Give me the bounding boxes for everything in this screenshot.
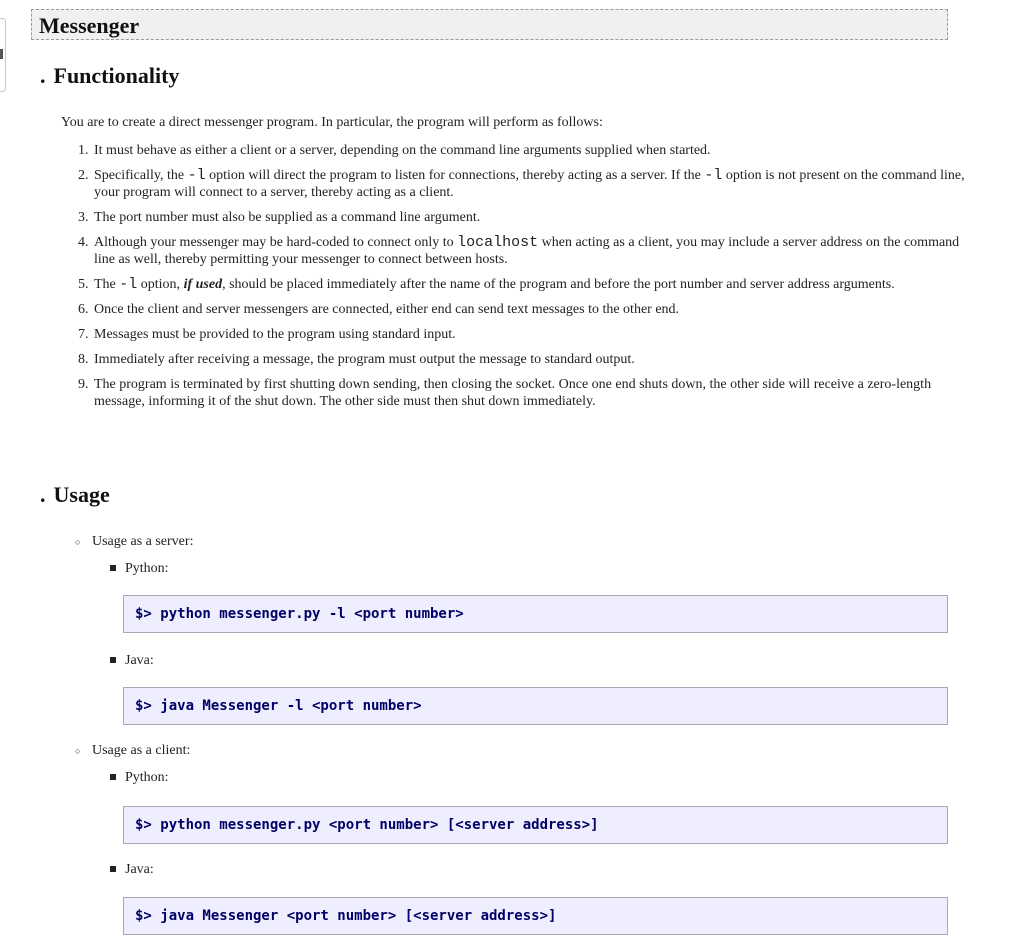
square-bullet-icon xyxy=(110,565,116,571)
side-scroll-handle[interactable] xyxy=(0,18,6,92)
bullet-dot-icon: . xyxy=(40,482,46,507)
inline-code: localhost xyxy=(457,234,539,251)
client-python-label: Python: xyxy=(125,770,169,785)
requirement-text: Immediately after receiving a message, the program must output the message to standard output. xyxy=(94,352,635,367)
page-title: Messenger xyxy=(39,13,140,38)
functionality-heading xyxy=(40,63,179,89)
requirement-text: , should be placed immediately after the name of the program and before the port number and server address arguments. xyxy=(222,277,895,292)
client-python-command: $> python messenger.py <port number> [<server address>] xyxy=(123,806,948,844)
inline-code: -l xyxy=(119,276,138,293)
requirement-text: Specifically, the xyxy=(94,168,188,183)
server-java-label: Java: xyxy=(125,653,154,668)
usage-client-label: Usage as a client: xyxy=(92,743,191,758)
requirement-text: Once the client and server messengers are connected, either end can send text messages to the other end. xyxy=(94,302,680,317)
requirement-text: Messages must be provided to the program using standard input. xyxy=(94,327,456,342)
square-bullet-icon xyxy=(110,657,116,663)
requirement-text: The port number must also be supplied as a command line argument. xyxy=(94,210,481,225)
page-title-bar xyxy=(31,9,948,40)
requirements-list xyxy=(62,142,972,418)
requirement-item xyxy=(92,276,972,293)
server-java-item xyxy=(110,653,154,669)
requirement-text: The program is terminated by first shutting down sending, then closing the socket. Once one end shuts down, the other side will receive a zero-length message, informing it of the shut down. The other side must then shut down immediately. xyxy=(94,377,932,409)
requirement-item xyxy=(92,142,972,159)
inline-code: -l xyxy=(704,167,723,184)
requirement-item xyxy=(92,326,972,343)
functionality-intro: You are to create a direct messenger program. In particular, the program will perform as follows: xyxy=(61,115,603,130)
client-java-item xyxy=(110,862,154,878)
requirement-item xyxy=(92,376,972,410)
server-java-command: $> java Messenger -l <port number> xyxy=(123,687,948,725)
bullet-dot-icon: . xyxy=(40,63,46,88)
requirement-item xyxy=(92,167,972,201)
requirement-text: option will direct the program to listen for connections, thereby acting as a server. If the xyxy=(205,168,705,183)
usage-server-item xyxy=(77,534,193,550)
square-bullet-icon xyxy=(110,774,116,780)
requirement-item xyxy=(92,301,972,318)
usage-heading-text: Usage xyxy=(53,482,110,507)
requirement-text: when acting as a client, you may include a server address on the command line as well, thereby permitting your messenger to connect between hosts. xyxy=(94,235,960,267)
requirement-item xyxy=(92,209,972,226)
requirement-item xyxy=(92,351,972,368)
requirement-text: Although your messenger may be hard-coded to connect only to xyxy=(94,235,458,250)
client-java-label: Java: xyxy=(125,862,154,877)
square-bullet-icon xyxy=(110,866,116,872)
usage-heading xyxy=(40,482,110,508)
inline-code: -l xyxy=(187,167,206,184)
requirement-text: option is not present on the command line, your program will connect to a server, thereby acting as a client. xyxy=(94,168,965,200)
client-python-item xyxy=(110,770,169,786)
server-python-item xyxy=(110,561,169,577)
functionality-heading-text: Functionality xyxy=(53,63,180,88)
usage-server-label: Usage as a server: xyxy=(92,534,194,549)
requirement-item xyxy=(92,234,972,268)
server-python-label: Python: xyxy=(125,561,169,576)
usage-client-item xyxy=(77,743,190,759)
emphasis-text: if used xyxy=(183,277,223,292)
client-java-command: $> java Messenger <port number> [<server address>] xyxy=(123,897,948,935)
requirement-text: option, xyxy=(137,277,184,292)
requirement-text: The xyxy=(94,277,120,292)
server-python-command: $> python messenger.py -l <port number> xyxy=(123,595,948,633)
requirement-text: It must behave as either a client or a server, depending on the command line arguments supplied when started. xyxy=(94,143,711,158)
